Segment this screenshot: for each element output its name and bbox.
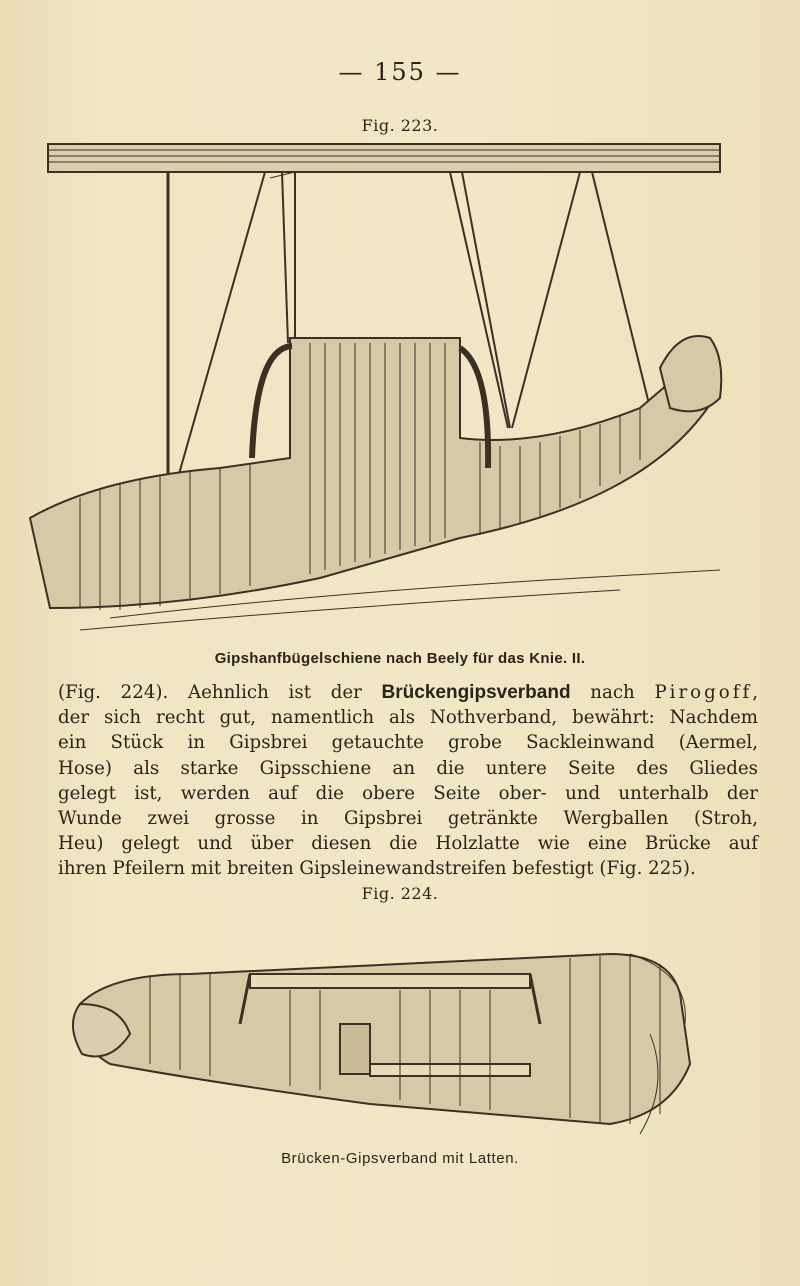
text-line-8: ihren Pfeilern mit breiten Gipsleinewandstreifen befestigt (Fig. 225). [58,858,696,880]
body-paragraph [58,680,758,882]
text-line-5: gelegt ist, werden auf die obere Seite ober- und unterhalb der [58,782,758,804]
figure-224-caption: Brücken-Gipsverband mit Latten. [281,1150,519,1167]
text-line-3: ein Stück in Gipsbrei getauchte grobe Sackleinwand (Aermel, [58,732,758,754]
figure-224-illustration [70,914,710,1144]
text-line-6: Wunde zwei grosse in Gipsbrei getränkte Wergballen (Stroh, [58,808,758,830]
figure-223-caption: Gipshanfbügelschiene nach Beely für das Knie. II. [214,650,586,667]
text-line-4: Hose) als starke Gipsschiene an die untere Seite des Gliedes [58,757,758,779]
figure-223-illustration [20,138,740,638]
text-line-2: der sich recht gut, namentlich als Nothverband, bewährt: Nachdem [58,707,758,729]
text-line-7: Heu) gelegt und über diesen die Holzlatte wie eine Brücke auf [58,833,758,855]
figure-223-label: Fig. 223. [361,116,439,135]
text-line-1: (Fig. 224). Aehnlich ist der Brückengipsverband nach Pirogoff, [58,682,758,703]
figure-224-label: Fig. 224. [361,884,439,903]
page-number: — 155 — [338,58,462,86]
